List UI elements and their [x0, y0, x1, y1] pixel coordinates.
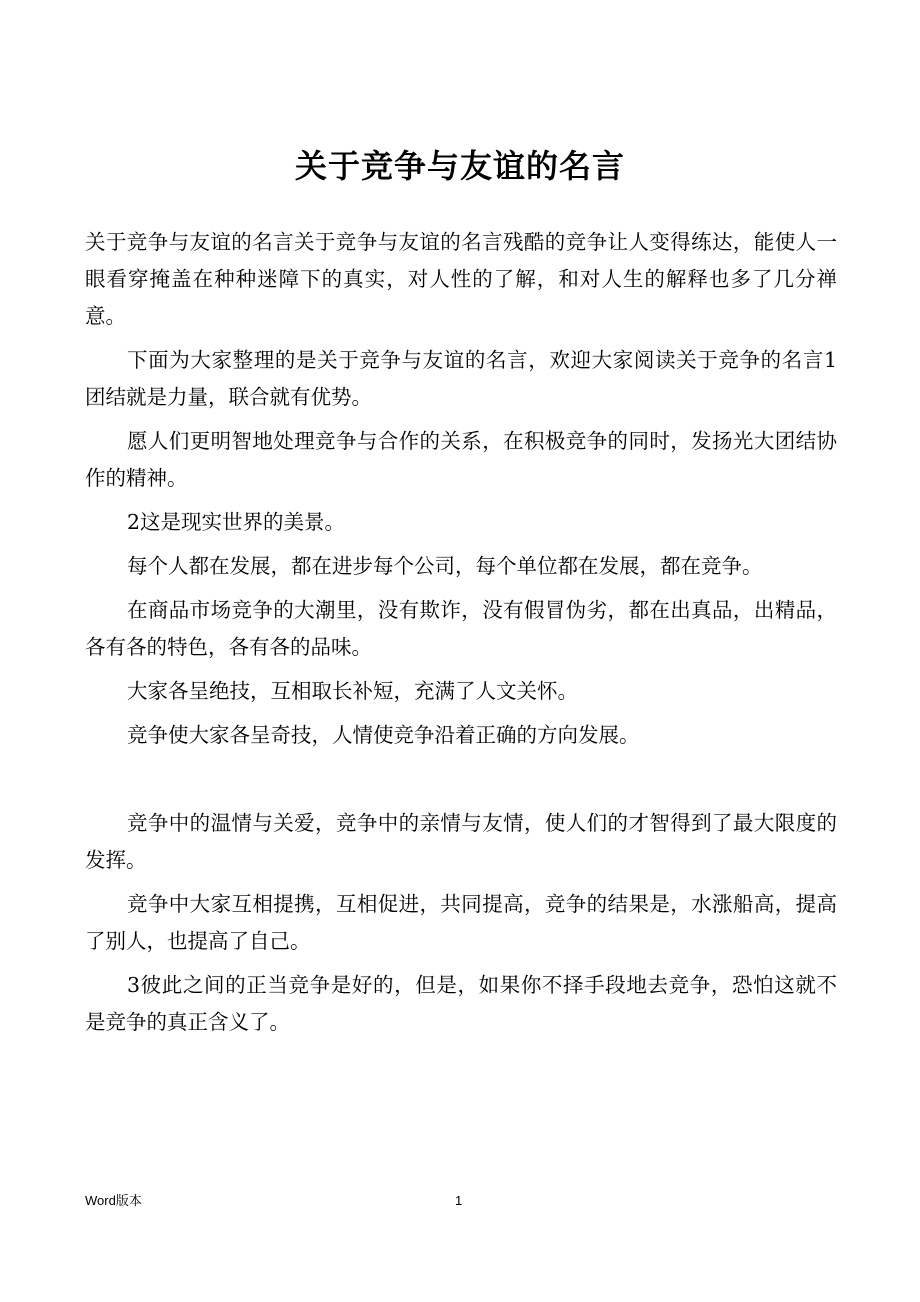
paragraph: 3彼此之间的正当竞争是好的，但是，如果你不择手段地去竞争，恐怕这就不是竞争的真正含义了。: [85, 973, 837, 1034]
document-body: [85, 224, 837, 1048]
page-number: 1: [455, 1193, 463, 1208]
paragraph: 每个人都在发展，都在进步每个公司，每个单位都在发展，都在竞争。: [127, 554, 763, 578]
paragraph: 愿人们更明智地处理竞争与合作的关系，在积极竞争的同时，发扬光大团结协作的精神。: [85, 429, 837, 490]
paragraph: 大家各呈绝技，互相取长补短，充满了人文关怀。: [127, 679, 578, 703]
paragraph: 下面为大家整理的是关于竞争与友谊的名言，欢迎大家阅读关于竞争的名言1团结就是力量，联合就有优势。: [85, 348, 837, 409]
paragraph: 关于竞争与友谊的名言关于竞争与友谊的名言残酷的竞争让人变得练达，能使人一眼看穿掩盖在种种迷障下的真实，对人性的了解，和对人生的解释也多了几分禅意。: [85, 230, 837, 328]
paragraph: 2这是现实世界的美景。: [127, 510, 346, 534]
paragraph: 在商品市场竞争的大潮里，没有欺诈，没有假冒伪劣，都在出真品，出精品，各有各的特色，各有各的品味。: [85, 598, 837, 659]
paragraph: 竞争中大家互相提携，互相促进，共同提高，竞争的结果是，水涨船高，提高了别人，也提高了自己。: [85, 892, 837, 953]
document-title: 关于竞争与友谊的名言: [294, 147, 625, 185]
footer-label: Word版本: [85, 1193, 142, 1208]
paragraph: 竞争中的温情与关爱，竞争中的亲情与友情，使人们的才智得到了最大限度的发挥。: [85, 811, 837, 872]
paragraph: 竞争使大家各呈奇技，人情使竞争沿着正确的方向发展。: [127, 723, 640, 747]
